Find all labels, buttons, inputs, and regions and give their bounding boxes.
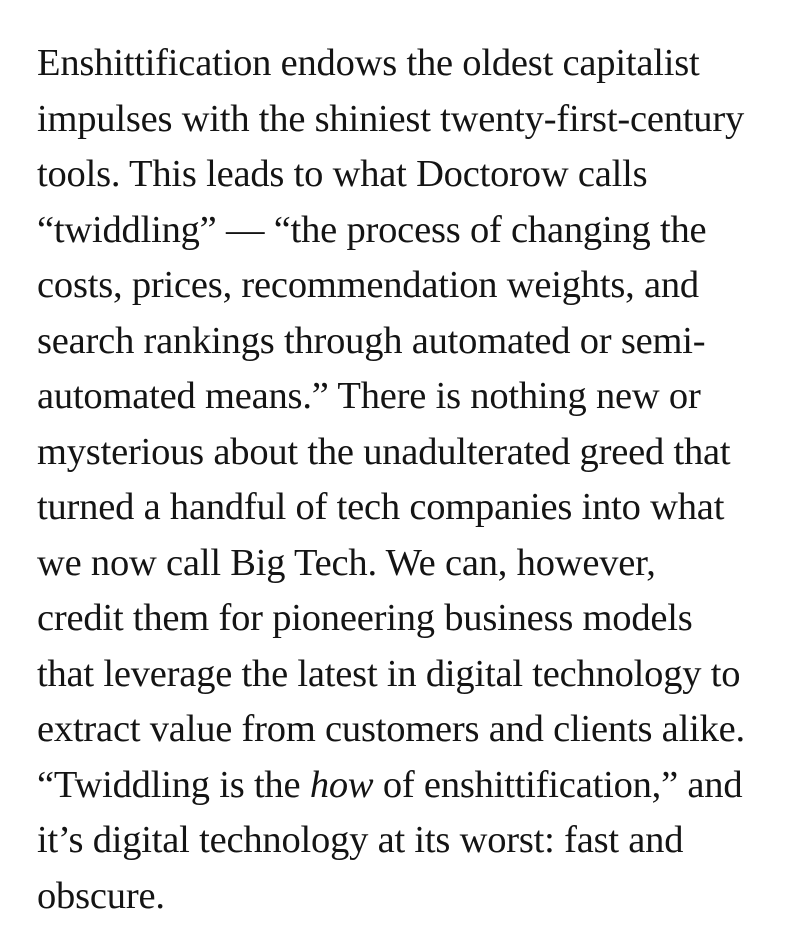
paragraph-line: automated means.” There is nothing new or [37, 375, 701, 417]
body-paragraph [37, 36, 797, 924]
line-text-after: of enshittification,” and [373, 763, 743, 806]
paragraph-line: tools. This leads to what Doctorow calls [37, 153, 648, 195]
paragraph-line: extract value from customers and clients alike. [37, 708, 745, 750]
paragraph-line: “twiddling” — “the process of changing the [37, 208, 707, 251]
paragraph-line: we now call Big Tech. We can, however, [37, 541, 656, 584]
paragraph-line: credit them for pioneering business models [37, 597, 693, 639]
paragraph-line: impulses with the shiniest twenty-first-century [37, 97, 745, 140]
paragraph-line: Enshittification endows the oldest capitalist [37, 42, 700, 84]
paragraph-line: that leverage the latest in digital technology to [37, 652, 741, 695]
paragraph-line: it’s digital technology at its worst: fast and [37, 819, 684, 861]
paragraph-line: turned a handful of tech companies into what [37, 486, 725, 528]
italic-word: how [309, 763, 374, 806]
paragraph-line: search rankings through automated or semi- [37, 319, 706, 362]
paragraph-line: mysterious about the unadulterated greed that [37, 430, 731, 473]
paragraph-line: costs, prices, recommendation weights, and [37, 264, 699, 306]
paragraph-line-with-italic [37, 758, 797, 814]
line-text-before: “Twiddling is the [37, 763, 310, 806]
paragraph-line: obscure. [37, 874, 165, 917]
